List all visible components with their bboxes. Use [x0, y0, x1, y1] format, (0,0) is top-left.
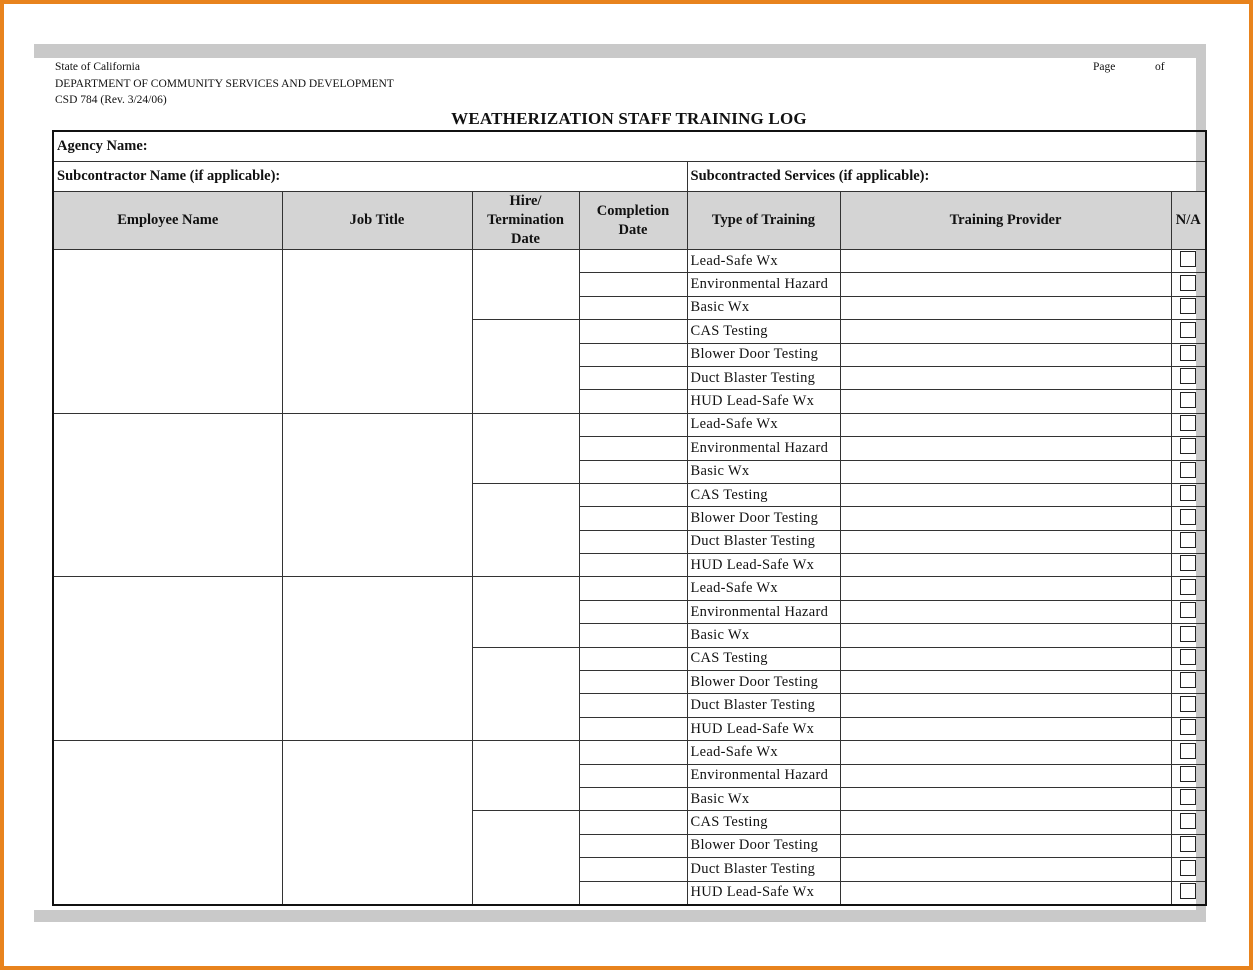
termination-date-cell[interactable]	[472, 811, 579, 905]
job-title-cell[interactable]	[282, 741, 472, 905]
na-cell	[1171, 624, 1206, 647]
completion-date-cell[interactable]	[579, 577, 687, 600]
training-type-cell: Duct Blaster Testing	[687, 694, 840, 717]
training-provider-cell[interactable]	[840, 600, 1171, 623]
training-type-cell: Duct Blaster Testing	[687, 858, 840, 881]
na-cell	[1171, 717, 1206, 740]
na-checkbox[interactable]	[1180, 322, 1196, 338]
na-cell	[1171, 881, 1206, 905]
employee-name-cell[interactable]	[53, 250, 282, 414]
training-type-cell: HUD Lead-Safe Wx	[687, 717, 840, 740]
na-cell	[1171, 296, 1206, 319]
training-provider-cell[interactable]	[840, 530, 1171, 553]
training-row	[53, 250, 1206, 273]
training-provider-cell[interactable]	[840, 834, 1171, 857]
training-provider-cell[interactable]	[840, 881, 1171, 905]
completion-date-cell[interactable]	[579, 460, 687, 483]
na-checkbox[interactable]	[1180, 883, 1196, 899]
training-provider-cell[interactable]	[840, 273, 1171, 296]
training-row	[53, 741, 1206, 764]
termination-date-cell[interactable]	[472, 320, 579, 414]
employee-name-cell[interactable]	[53, 741, 282, 905]
training-type-cell: Duct Blaster Testing	[687, 530, 840, 553]
training-log-table	[52, 130, 1207, 906]
completion-date-cell[interactable]	[579, 881, 687, 905]
col-completion-label-2: Date	[618, 221, 648, 238]
completion-date-cell[interactable]	[579, 834, 687, 857]
training-type-cell: Blower Door Testing	[687, 834, 840, 857]
na-checkbox[interactable]	[1180, 836, 1196, 852]
training-provider-cell[interactable]	[840, 577, 1171, 600]
training-type-cell: CAS Testing	[687, 647, 840, 670]
na-cell	[1171, 741, 1206, 764]
completion-date-cell[interactable]	[579, 296, 687, 319]
training-type-cell: Basic Wx	[687, 296, 840, 319]
na-checkbox[interactable]	[1180, 860, 1196, 876]
na-checkbox[interactable]	[1180, 532, 1196, 548]
na-cell	[1171, 507, 1206, 530]
col-employee-name	[53, 192, 282, 250]
na-checkbox[interactable]	[1180, 766, 1196, 782]
na-cell	[1171, 554, 1206, 577]
na-checkbox[interactable]	[1180, 555, 1196, 571]
hire-date-cell[interactable]	[472, 577, 579, 647]
training-type-cell: Environmental Hazard	[687, 437, 840, 460]
department-label: DEPARTMENT OF COMMUNITY SERVICES AND DEVELOPMENT	[55, 78, 394, 90]
completion-date-cell[interactable]	[579, 647, 687, 670]
agency-name-field[interactable]	[53, 131, 1206, 162]
col-job-title	[282, 192, 472, 250]
col-hire-label-3: Date	[511, 231, 540, 247]
na-checkbox[interactable]	[1180, 251, 1196, 267]
na-cell	[1171, 834, 1206, 857]
training-provider-cell[interactable]	[840, 413, 1171, 436]
hire-date-cell[interactable]	[472, 741, 579, 811]
na-cell	[1171, 413, 1206, 436]
na-checkbox[interactable]	[1180, 485, 1196, 501]
col-na-label: N/A	[1175, 212, 1201, 228]
na-checkbox[interactable]	[1180, 275, 1196, 291]
subcontracted-services-label: Subcontracted Services (if applicable):	[690, 168, 930, 184]
job-title-cell[interactable]	[282, 577, 472, 741]
training-type-cell: Lead-Safe Wx	[687, 250, 840, 273]
completion-date-cell[interactable]	[579, 413, 687, 436]
training-provider-cell[interactable]	[840, 483, 1171, 506]
training-type-cell: Environmental Hazard	[687, 764, 840, 787]
page-label: Page	[1093, 61, 1116, 73]
na-checkbox[interactable]	[1180, 392, 1196, 408]
training-type-cell: CAS Testing	[687, 811, 840, 834]
completion-date-cell[interactable]	[579, 507, 687, 530]
training-provider-cell[interactable]	[840, 437, 1171, 460]
training-provider-cell[interactable]	[840, 647, 1171, 670]
completion-date-cell[interactable]	[579, 250, 687, 273]
training-type-cell: Blower Door Testing	[687, 671, 840, 694]
na-checkbox[interactable]	[1180, 415, 1196, 431]
na-cell	[1171, 460, 1206, 483]
na-cell	[1171, 437, 1206, 460]
col-provider-label: Training Provider	[949, 212, 1062, 228]
training-provider-cell[interactable]	[840, 507, 1171, 530]
na-cell	[1171, 694, 1206, 717]
training-row	[53, 577, 1206, 600]
state-label: State of California	[55, 61, 140, 73]
training-type-cell: Lead-Safe Wx	[687, 577, 840, 600]
completion-date-cell[interactable]	[579, 366, 687, 389]
col-type-of-training	[687, 192, 840, 250]
col-completion-label-1: Completion	[596, 202, 670, 219]
na-checkbox[interactable]	[1180, 602, 1196, 618]
training-type-cell: Blower Door Testing	[687, 507, 840, 530]
na-checkbox[interactable]	[1180, 462, 1196, 478]
agency-name-label: Agency Name:	[57, 138, 148, 154]
training-type-cell: Lead-Safe Wx	[687, 413, 840, 436]
training-type-cell: CAS Testing	[687, 483, 840, 506]
na-cell	[1171, 320, 1206, 343]
subcontractor-name-label: Subcontractor Name (if applicable):	[57, 168, 281, 184]
training-provider-cell[interactable]	[840, 858, 1171, 881]
completion-date-cell[interactable]	[579, 437, 687, 460]
training-provider-cell[interactable]	[840, 390, 1171, 413]
na-cell	[1171, 764, 1206, 787]
completion-date-cell[interactable]	[579, 858, 687, 881]
training-provider-cell[interactable]	[840, 694, 1171, 717]
na-checkbox[interactable]	[1180, 368, 1196, 384]
na-cell	[1171, 577, 1206, 600]
completion-date-cell[interactable]	[579, 320, 687, 343]
col-employee-name-label: Employee Name	[117, 212, 219, 228]
na-checkbox[interactable]	[1180, 789, 1196, 805]
page-of-label: of	[1155, 61, 1165, 73]
na-cell	[1171, 787, 1206, 810]
na-checkbox[interactable]	[1180, 438, 1196, 454]
na-checkbox[interactable]	[1180, 672, 1196, 688]
na-checkbox[interactable]	[1180, 626, 1196, 642]
form-title: WEATHERIZATION STAFF TRAINING LOG	[451, 109, 807, 128]
training-type-cell: Blower Door Testing	[687, 343, 840, 366]
na-cell	[1171, 273, 1206, 296]
completion-date-cell[interactable]	[579, 741, 687, 764]
na-checkbox[interactable]	[1180, 649, 1196, 665]
col-hire-label-2: Termination	[487, 212, 564, 228]
na-checkbox[interactable]	[1180, 509, 1196, 525]
na-checkbox[interactable]	[1180, 813, 1196, 829]
na-cell	[1171, 647, 1206, 670]
completion-date-cell[interactable]	[579, 390, 687, 413]
training-provider-cell[interactable]	[840, 764, 1171, 787]
training-provider-cell[interactable]	[840, 366, 1171, 389]
training-provider-cell[interactable]	[840, 741, 1171, 764]
col-completion-date	[579, 192, 687, 250]
training-provider-cell[interactable]	[840, 717, 1171, 740]
termination-date-cell[interactable]	[472, 483, 579, 577]
training-provider-cell[interactable]	[840, 671, 1171, 694]
na-cell	[1171, 858, 1206, 881]
training-provider-cell[interactable]	[840, 554, 1171, 577]
training-type-cell: Basic Wx	[687, 624, 840, 647]
na-checkbox[interactable]	[1180, 298, 1196, 314]
employee-name-cell[interactable]	[53, 577, 282, 741]
training-provider-cell[interactable]	[840, 320, 1171, 343]
completion-date-cell[interactable]	[579, 811, 687, 834]
na-checkbox[interactable]	[1180, 696, 1196, 712]
col-type-label: Type of Training	[711, 212, 816, 228]
termination-date-cell[interactable]	[472, 647, 579, 741]
training-type-cell: Basic Wx	[687, 787, 840, 810]
completion-date-cell[interactable]	[579, 483, 687, 506]
completion-date-cell[interactable]	[579, 273, 687, 296]
col-na	[1171, 192, 1206, 250]
training-type-cell: Basic Wx	[687, 460, 840, 483]
employee-name-cell[interactable]	[53, 413, 282, 577]
training-provider-cell[interactable]	[840, 343, 1171, 366]
completion-date-cell[interactable]	[579, 624, 687, 647]
completion-date-cell[interactable]	[579, 787, 687, 810]
na-checkbox[interactable]	[1180, 743, 1196, 759]
na-cell	[1171, 250, 1206, 273]
job-title-cell[interactable]	[282, 250, 472, 414]
col-hire-label-1: Hire/	[509, 193, 542, 209]
na-cell	[1171, 366, 1206, 389]
na-cell	[1171, 600, 1206, 623]
training-type-cell: CAS Testing	[687, 320, 840, 343]
completion-date-cell[interactable]	[579, 600, 687, 623]
na-cell	[1171, 390, 1206, 413]
completion-date-cell[interactable]	[579, 717, 687, 740]
training-provider-cell[interactable]	[840, 624, 1171, 647]
training-provider-cell[interactable]	[840, 787, 1171, 810]
completion-date-cell[interactable]	[579, 671, 687, 694]
training-provider-cell[interactable]	[840, 296, 1171, 319]
col-job-title-label: Job Title	[349, 212, 405, 228]
training-type-cell: Duct Blaster Testing	[687, 366, 840, 389]
hire-date-cell[interactable]	[472, 250, 579, 320]
na-checkbox[interactable]	[1180, 579, 1196, 595]
training-type-cell: HUD Lead-Safe Wx	[687, 390, 840, 413]
training-provider-cell[interactable]	[840, 460, 1171, 483]
na-checkbox[interactable]	[1180, 719, 1196, 735]
job-title-cell[interactable]	[282, 413, 472, 577]
hire-date-cell[interactable]	[472, 413, 579, 483]
subcontractor-name-field[interactable]	[53, 162, 687, 192]
na-cell	[1171, 530, 1206, 553]
completion-date-cell[interactable]	[579, 694, 687, 717]
completion-date-cell[interactable]	[579, 530, 687, 553]
form-id-label: CSD 784 (Rev. 3/24/06)	[55, 94, 167, 106]
col-hire-termination-date	[472, 192, 579, 250]
training-row	[53, 413, 1206, 436]
training-type-cell: Environmental Hazard	[687, 600, 840, 623]
subcontracted-services-field[interactable]	[687, 162, 1206, 192]
completion-date-cell[interactable]	[579, 764, 687, 787]
training-type-cell: HUD Lead-Safe Wx	[687, 881, 840, 905]
training-type-cell: HUD Lead-Safe Wx	[687, 554, 840, 577]
na-cell	[1171, 483, 1206, 506]
training-provider-cell[interactable]	[840, 811, 1171, 834]
training-type-cell: Environmental Hazard	[687, 273, 840, 296]
completion-date-cell[interactable]	[579, 554, 687, 577]
na-cell	[1171, 343, 1206, 366]
training-provider-cell[interactable]	[840, 250, 1171, 273]
completion-date-cell[interactable]	[579, 343, 687, 366]
col-training-provider	[840, 192, 1171, 250]
na-cell	[1171, 671, 1206, 694]
na-cell	[1171, 811, 1206, 834]
training-type-cell: Lead-Safe Wx	[687, 741, 840, 764]
na-checkbox[interactable]	[1180, 345, 1196, 361]
